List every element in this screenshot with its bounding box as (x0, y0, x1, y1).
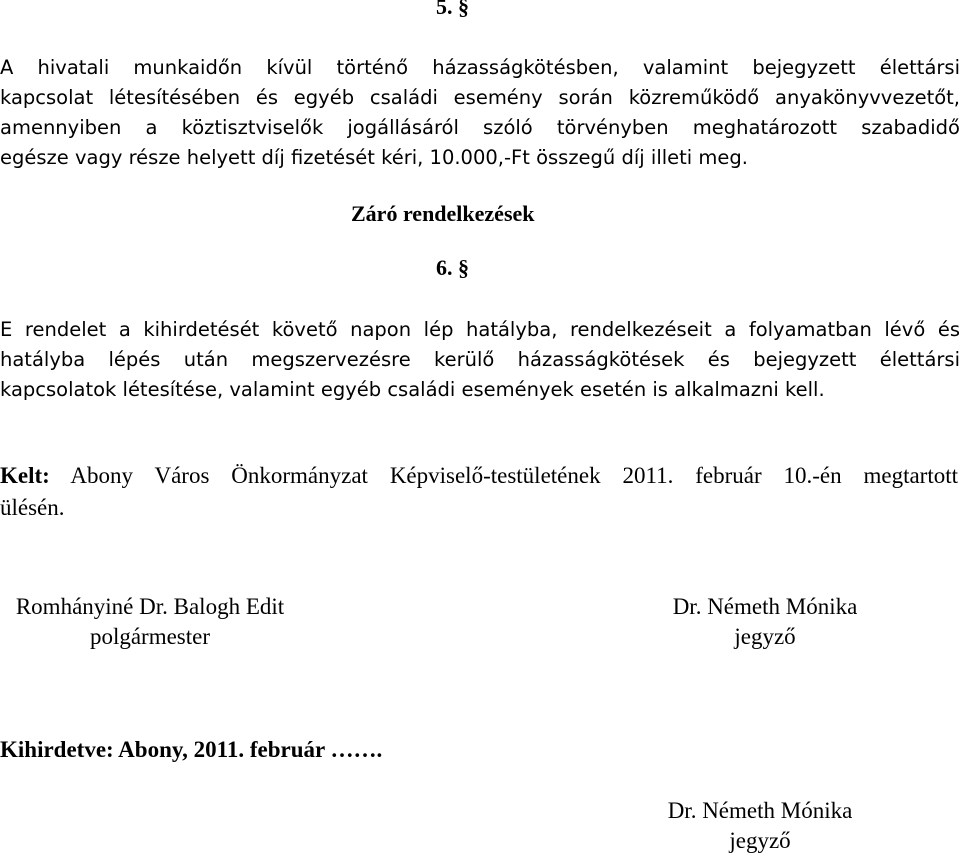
announcement-line: Kihirdetve: Abony, 2011. február ……. (0, 737, 383, 762)
section-5-number: 5. § (436, 0, 469, 19)
paragraph-line: A hivatali munkaidőn kívül történő házasságkötésben, valamint bejegyzett élettársi (0, 56, 960, 79)
section-6-number: 6. § (436, 255, 469, 280)
announcement-signature (645, 796, 875, 856)
signature-name: Romhányiné Dr. Balogh Edit (15, 594, 285, 619)
kelt-paragraph (0, 460, 958, 524)
signature-title: jegyző (729, 828, 791, 853)
signature-name: Dr. Németh Mónika (667, 798, 853, 823)
kelt-text: Abony Város Önkormányzat Képviselő-testületének 2011. február 10.-én megtartott (49, 463, 958, 488)
signature-name: Dr. Németh Mónika (672, 594, 858, 619)
section-6-paragraph (0, 315, 960, 405)
kelt-label: Kelt: (0, 463, 50, 488)
paragraph-line: amennyiben a köztisztviselők jogállásáról szóló törvényben meghatározott szabadidő (0, 116, 960, 139)
paragraph-line: hatályba lépés után megszervezésre kerülő házasságkötések és bejegyzett élettársi (0, 348, 960, 371)
signature-notary (650, 592, 880, 652)
paragraph-line: kapcsolatok létesítése, valamint egyéb családi események esetén is alkalmazni kell. (0, 378, 825, 401)
paragraph-line: E rendelet a kihirdetését követő napon lép hatályba, rendelkezéseit a folyamatban lévő és (0, 318, 960, 341)
kelt-line: ülésén. (0, 495, 65, 520)
closing-heading: Záró rendelkezések (351, 201, 535, 226)
signature-mayor (0, 592, 300, 652)
section-5-paragraph (0, 53, 960, 173)
kelt-line (0, 460, 958, 492)
signature-title: polgármester (89, 624, 211, 649)
paragraph-line: kapcsolat létesítésében és egyéb családi esemény során közreműködő anyakönyvvezetőt, (0, 86, 960, 109)
signature-title: jegyző (734, 624, 796, 649)
paragraph-line: egésze vagy része helyett díj fizetését kéri, 10.000,-Ft összegű díj illeti meg. (0, 146, 748, 169)
